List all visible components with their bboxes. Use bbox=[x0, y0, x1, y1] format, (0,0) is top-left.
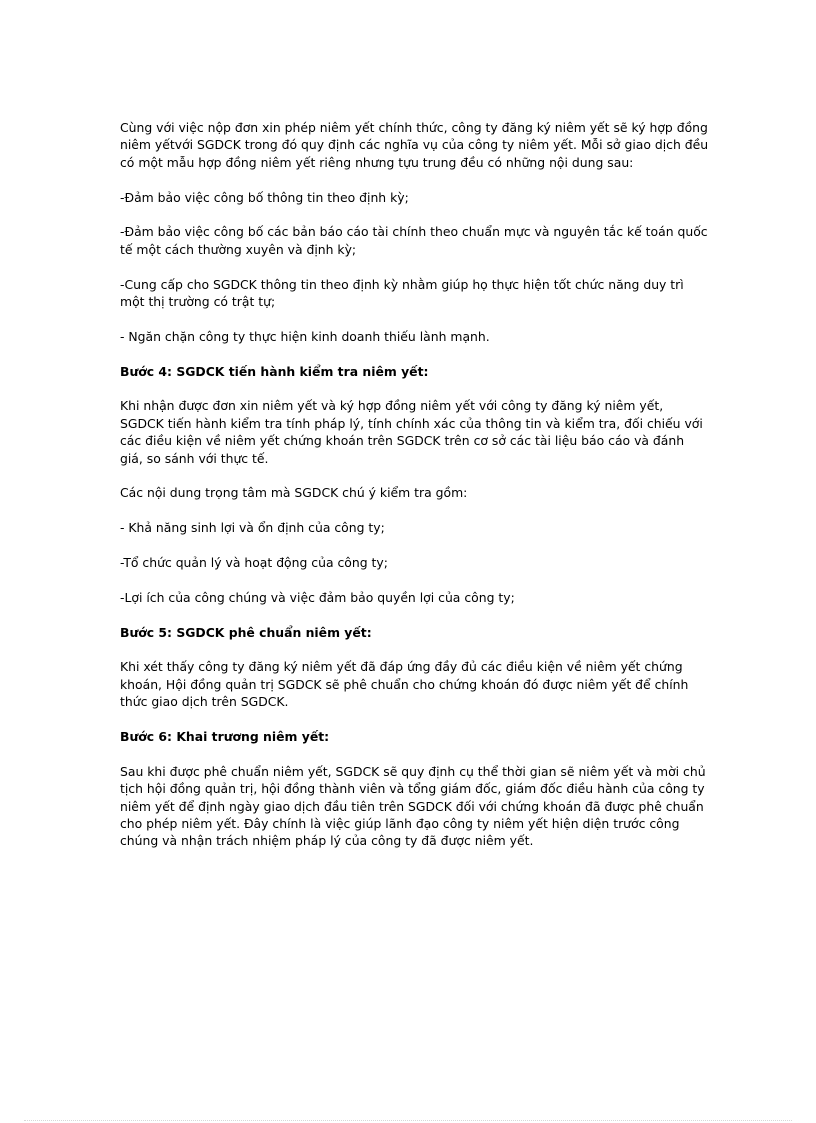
list-item-provide-info: -Cung cấp cho SGDCK thông tin theo định kỳ nhằm giúp họ thực hiện tốt chức năng duy trì một thị trường có trật tự; bbox=[120, 276, 684, 310]
list-item-prevent-unhealthy: - Ngăn chặn công ty thực hiện kinh doanh thiếu lành mạnh. bbox=[120, 328, 490, 344]
list-item-management: -Tổ chức quản lý và hoạt động của công ty; bbox=[120, 555, 388, 571]
step-6-paragraph: Sau khi được phê chuẩn niêm yết, SGDCK sẽ quy định cụ thể thời gian sẽ niêm yết và mời chủ tịch hội đồng quản trị, hội đồng thành viên và tổng giám đốc, giám đốc điều hành của công ty niêm yết để định ngày giao dịch đầu tiên trên SGDCK đối với chứng khoán đã được phê chuẩn cho phép niêm yết. Đây chính là việc giúp lãnh đạo công ty niêm yết hiện diện trước công chúng và nhận trách nhiệm pháp lý của công ty đã được niêm yết. bbox=[120, 763, 706, 849]
document-page bbox=[120, 119, 710, 867]
list-item-profitability: - Khả năng sinh lợi và ổn định của công ty; bbox=[120, 520, 385, 536]
step-5-paragraph: Khi xét thấy công ty đăng ký niêm yết đã đáp ứng đầy đủ các điều kiện về niêm yết chứng khoán, Hội đồng quản trị SGDCK sẽ phê chuẩn cho chứng khoán đó được niêm yết để chính thức giao dịch trên SGDCK. bbox=[120, 659, 689, 710]
focus-content-paragraph: Các nội dung trọng tâm mà SGDCK chú ý kiểm tra gồm: bbox=[120, 485, 468, 501]
list-item-disclosure: -Đảm bảo việc công bố thông tin theo định kỳ; bbox=[120, 189, 409, 205]
step-4-paragraph: Khi nhận được đơn xin niêm yết và ký hợp đồng niêm yết với công ty đăng ký niêm yết, SGDCK tiến hành kiểm tra tính pháp lý, tính chính xác của thông tin và kiểm tra, đối chiếu với các điều kiện về niêm yết chứng khoán trên SGDCK trên cơ sở các tài liệu báo cáo và đánh giá, so sánh với thực tế. bbox=[120, 398, 703, 466]
page-bottom-divider bbox=[24, 1120, 792, 1121]
intro-paragraph: Cùng với việc nộp đơn xin phép niêm yết chính thức, công ty đăng ký niêm yết sẽ ký hợp đồng niêm yếtvới SGDCK trong đó quy định các nghĩa vụ của công ty niêm yết. Mỗi sở giao dịch đều có một mẫu hợp đồng niêm yết riêng nhưng tựu trung đều có những nội dung sau: bbox=[120, 120, 709, 170]
list-item-public-interest: -Lợi ích của công chúng và việc đảm bảo quyền lợi của công ty; bbox=[120, 589, 515, 605]
heading-step-4: Bước 4: SGDCK tiến hành kiểm tra niêm yết: bbox=[120, 363, 429, 379]
list-item-financial-reports: -Đảm bảo việc công bố các bản báo cáo tài chính theo chuẩn mực và nguyên tắc kế toán quốc tế một cách thường xuyên và định kỳ; bbox=[120, 224, 708, 257]
heading-step-5: Bước 5: SGDCK phê chuẩn niêm yết: bbox=[120, 624, 372, 640]
heading-step-6: Bước 6: Khai trương niêm yết: bbox=[120, 729, 330, 745]
